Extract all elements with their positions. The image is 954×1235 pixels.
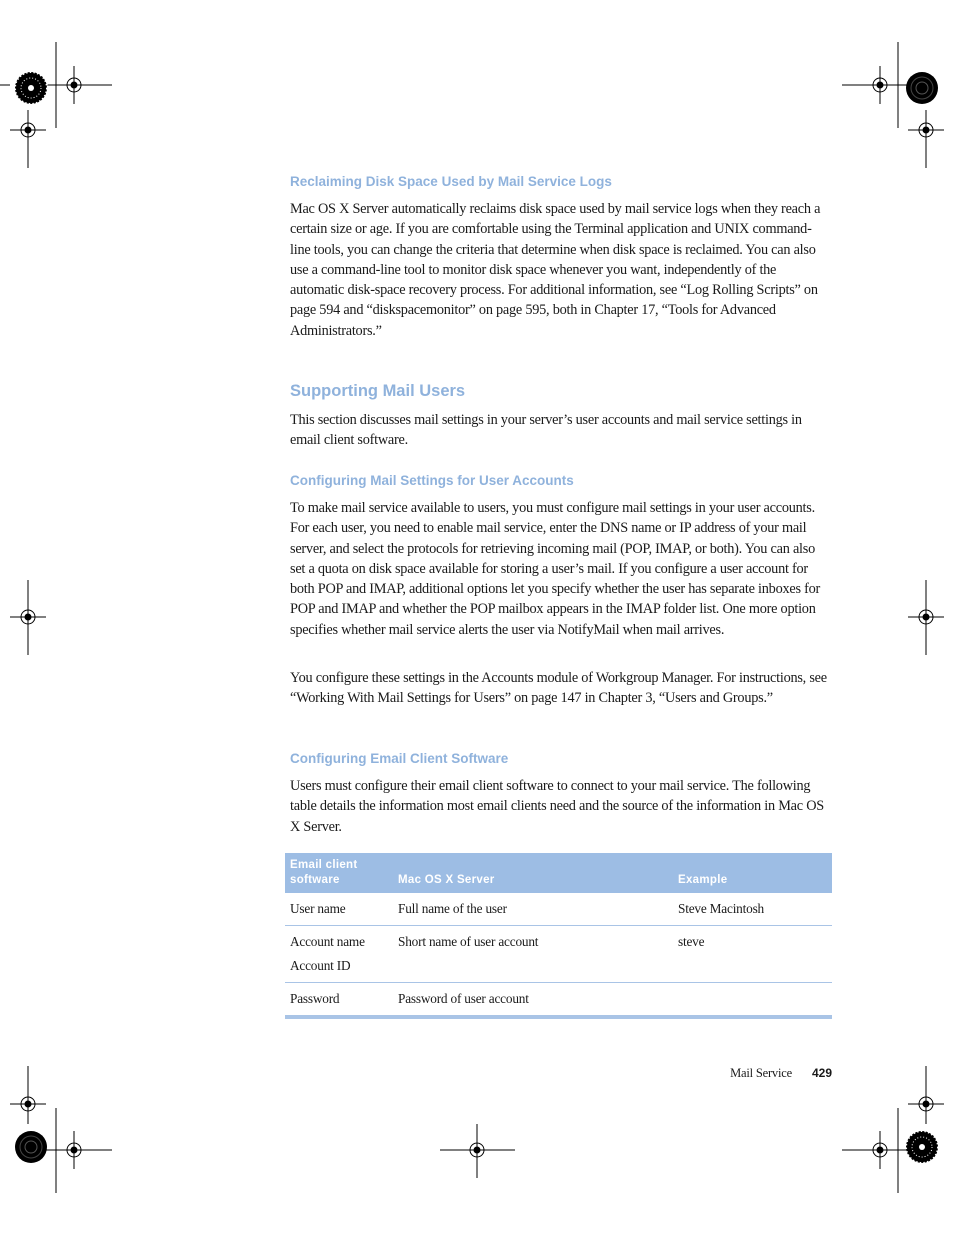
paragraph-reclaiming-disk-space: Mac OS X Server automatically reclaims disk space used by mail service logs when they reach a certain size or age. If you are comfortable using the Terminal application and UNIX command-line tools, you can change the criteria that determine when disk space is reclaimed. You can also use a command-line tool to monitor disk space whenever you want, independently of the automatic disk-space recovery process. For additional information, see “Log Rolling Scripts” on page 594 and “diskspacemonitor” on page 595, both in Chapter 17, “Tools for Advanced Administrators.” — [290, 201, 821, 339]
table-row — [285, 926, 832, 983]
cell-server: Full name of the user — [393, 893, 673, 926]
cell-client: Password — [290, 991, 340, 1006]
cell-example — [673, 983, 832, 1018]
paragraph-supporting-mail-users: This section discusses mail settings in your server’s user accounts and mail service settings in email client software. — [290, 412, 802, 449]
section-heading-configuring-user-accounts: Configuring Mail Settings for User Accounts — [290, 473, 574, 488]
header-line-2: software — [290, 874, 340, 886]
table-header-email-client — [285, 853, 393, 893]
paragraph-user-accounts-1: To make mail service available to users, you must configure mail settings in your user accounts. For each user, you need to enable mail service, enter the DNS name or IP address of your mail server, and select the protocols for retrieving incoming mail (POP, IMAP, or both). You can also set a quota on disk space available for storing a user’s mail. If you configure a user account for both POP and IMAP, additional options let you specify whether the user has separate inboxes for POP and IMAP and whether the POP mailbox appears in the IMAP folder list. One more option specifies whether mail service alerts the user via NotifyMail when mail arrives. — [290, 500, 821, 638]
cell-client-line-2: Account ID — [290, 958, 351, 973]
cell-example: Steve Macintosh — [673, 893, 832, 926]
cell-server: Short name of user account — [393, 926, 673, 983]
table-header-row — [285, 853, 832, 893]
table-header-mac-os-x-server: Mac OS X Server — [393, 853, 673, 893]
section-heading-configuring-email-client: Configuring Email Client Software — [290, 751, 509, 766]
footer-section-title: Mail Service — [730, 1066, 792, 1080]
cell-server: Password of user account — [398, 991, 529, 1006]
cell-example: steve — [673, 926, 832, 983]
table-row — [285, 893, 832, 926]
paragraph-email-client: Users must configure their email client software to connect to your mail service. The following table details the information most email clients need and the source of the information in Mac OS X Server. — [290, 778, 824, 835]
cell-client — [285, 926, 393, 983]
cell-client: User name — [285, 893, 393, 926]
section-heading-reclaiming-disk-space: Reclaiming Disk Space Used by Mail Service Logs — [290, 174, 612, 189]
email-client-settings-table — [285, 853, 832, 1019]
paragraph-user-accounts-2: You configure these settings in the Accounts module of Workgroup Manager. For instructions, see “Working With Mail Settings for Users” on page 147 in Chapter 3, “Users and Groups.” — [290, 670, 827, 707]
page-footer — [730, 1064, 832, 1082]
section-heading-supporting-mail-users: Supporting Mail Users — [290, 382, 466, 400]
table-row — [285, 983, 832, 1018]
table-header-example: Example — [673, 853, 832, 893]
header-line-1: Email client — [290, 859, 358, 871]
page-number: 429 — [811, 1066, 832, 1080]
cell-client-line-1: Account name — [290, 934, 365, 949]
